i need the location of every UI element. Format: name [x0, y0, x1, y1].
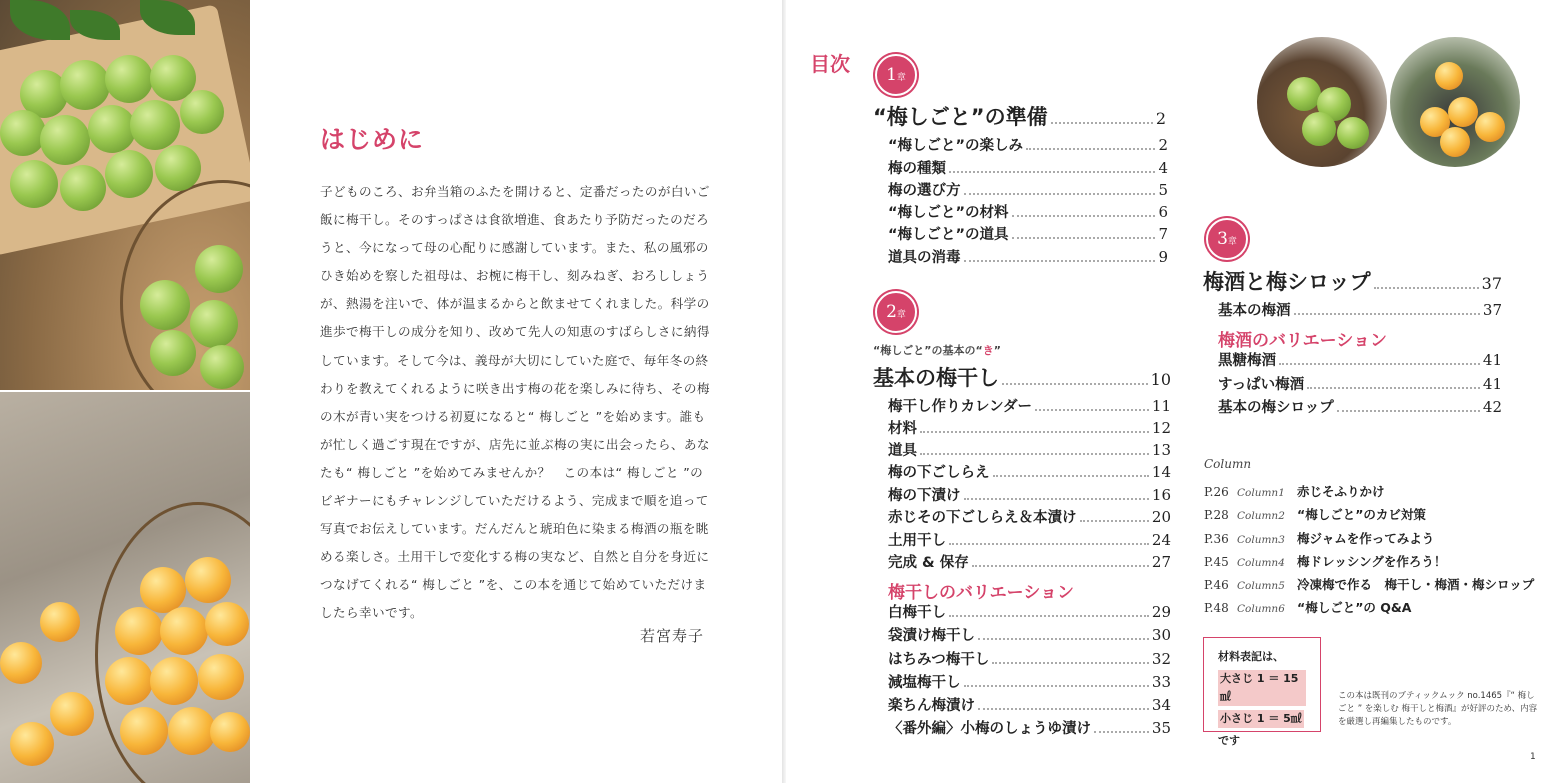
column-row[interactable]: P.46 Column5 冷凍梅で作る 梅干し・梅酒・梅シロップ [1204, 577, 1535, 592]
toc-ch2-item[interactable]: 土用干し 24 [888, 531, 1171, 549]
column-row[interactable]: P.36 Column3 梅ジャムを作ってみよう [1204, 531, 1435, 546]
toc-ch2-item[interactable]: 完成 & 保存 27 [888, 553, 1171, 571]
book-gutter [782, 0, 786, 783]
toc-ch2-heading[interactable]: 基本の梅干し 10 [873, 366, 1171, 390]
toc-ch2-item[interactable]: 梅干し作りカレンダー 11 [888, 397, 1171, 415]
toc-ch1-item[interactable]: 梅の種類 4 [888, 159, 1168, 177]
column-row[interactable]: P.26 Column1 赤じそふりかけ [1204, 484, 1385, 499]
chapter-1-badge: 1章 [875, 54, 917, 96]
toc-ch2-variation[interactable]: 〈番外編〉小梅のしょうゆ漬け 35 [888, 719, 1171, 737]
toc-ch2-item[interactable]: 道具 13 [888, 441, 1171, 459]
toc-ch3-variation[interactable]: すっぱい梅酒 41 [1218, 375, 1502, 393]
toc-ch2-variation[interactable]: 袋漬け梅干し 30 [888, 626, 1171, 644]
yellow-plums-photo [0, 392, 250, 783]
toc-ch3-item[interactable]: 基本の梅酒 37 [1218, 301, 1502, 319]
toc-ch1-item[interactable]: “梅しごと”の楽しみ 2 [888, 136, 1168, 154]
toc-ch3-heading[interactable]: 梅酒と梅シロップ 37 [1203, 270, 1502, 294]
toc-ch3-variation[interactable]: 黒糖梅酒 41 [1218, 351, 1502, 369]
toc-ch2-item[interactable]: 赤じその下ごしらえ＆本漬け 20 [888, 508, 1171, 526]
reedition-note: この本は既刊のブティックムック no.1465『“ 梅しごと ” を楽しむ 梅干しと梅酒』が好評のため、内容を厳選し再編集したものです。 [1338, 691, 1538, 727]
toc-ch1-heading[interactable]: “梅しごと”の準備 2 [873, 105, 1166, 129]
intro-body: 子どものころ、お弁当箱のふたを開けると、定番だったのが白いご飯に梅干し。そのすっぱさは食欲増進、食あたり予防だったのだろうと、今になって母の心配りに感謝しています。また、私の風邪のひき始めを察した祖母は、お椀に梅干し、刻みねぎ、おろししょうが、熱湯を注いで、体が温まるからと飲ませてくれました。科学の進歩で梅干しの成分を知り、改めて先人の知恵のすばらしさに納得しています。そして今は、義母が大切にしていた庭で、毎年冬の終わりを教えてくれるように咲き出す梅の花を楽しみに待ち、その梅の木が青い実をつける初夏になると“ 梅しごと ”を始めます。誰もが忙しく過ごす現在ですが、店先に並ぶ梅の実に出会ったら、あなたも“ 梅しごと ”を始めてみませんか？ この本は“ 梅しごと ”のビギナーにもチャレンジしていただけるよう、完成まで順を追って写真でお伝えしています。だんだんと琥珀色に染まる梅酒の瓶を眺める楽しさ。土用干しで変化する梅の実など、自然と自分を身近につなげてくれる“ 梅しごと ”を、この本を通じて始めていただけましたら幸いです。 [320, 184, 710, 621]
column-row[interactable]: P.48 Column6 “梅しごと”の Q&A [1204, 600, 1412, 615]
left-page [0, 0, 782, 783]
column-row[interactable]: P.45 Column4 梅ドレッシングを作ろう！ [1204, 554, 1447, 569]
toc-ch1-item[interactable]: 梅の選び方 5 [888, 181, 1168, 199]
toc-ch2-item[interactable]: 梅の下漬け 16 [888, 486, 1171, 504]
toc-ch3-variation[interactable]: 基本の梅シロップ 42 [1218, 398, 1502, 416]
toc-ch1-item[interactable]: 道具の消毒 9 [888, 248, 1168, 266]
plums-on-board-photo [1257, 37, 1387, 167]
author-name: 若宮寿子 [640, 627, 705, 645]
chapter-3-badge: 3章 [1206, 218, 1248, 260]
intro-title: はじめに [320, 125, 425, 154]
toc-ch2-item[interactable]: 梅の下ごしらえ 14 [888, 463, 1171, 481]
toc-ch1-item[interactable]: “梅しごと”の材料 6 [888, 203, 1168, 221]
page-number: 1 [1530, 752, 1536, 762]
toc-title: 目次 [810, 52, 850, 76]
toc-ch1-item[interactable]: “梅しごと”の道具 7 [888, 225, 1168, 243]
column-row[interactable]: P.28 Column2 “梅しごと”のカビ対策 [1204, 507, 1426, 522]
plums-in-basket-photo [1390, 37, 1520, 167]
chapter-2-badge: 2章 [875, 291, 917, 333]
toc-ch2-variation[interactable]: はちみつ梅干し 32 [888, 650, 1171, 668]
toc-ch2-variation[interactable]: 減塩梅干し 33 [888, 673, 1171, 691]
toc-ch2-variation[interactable]: 白梅干し 29 [888, 603, 1171, 621]
ch2-kicker: “梅しごと”の基本の“き” [873, 344, 1001, 357]
ch3-variation-title: 梅酒のバリエーション [1218, 331, 1387, 351]
column-heading: Column [1204, 457, 1252, 471]
ch2-variation-title: 梅干しのバリエーション [888, 583, 1074, 603]
measurement-note-box: 材料表記は、 大さじ 1 ＝ 15㎖ 小さじ 1 ＝ 5㎖ です [1203, 637, 1321, 732]
toc-ch2-item[interactable]: 材料 12 [888, 419, 1171, 437]
green-plums-photo [0, 0, 250, 390]
toc-ch2-variation[interactable]: 楽ちん梅漬け 34 [888, 696, 1171, 714]
